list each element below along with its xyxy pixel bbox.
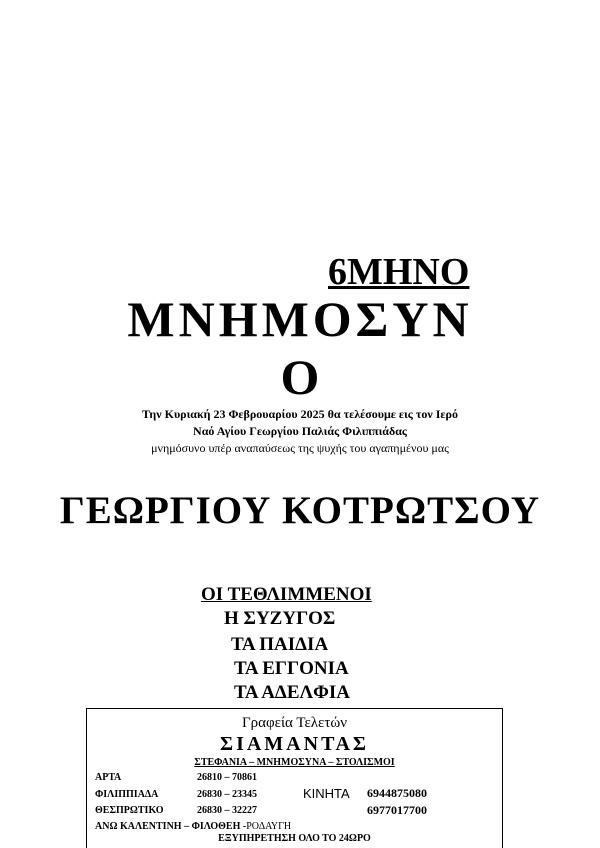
service-area-main: ΑΝΩ ΚΑΛΕΝΤΙΝΗ – ΦΙΛΟΘΕΗ -: [95, 821, 247, 832]
mourner-item: ΤΑ ΕΓΓΟΝΙΑ: [234, 658, 349, 679]
service-area: [95, 821, 291, 832]
memorial-title: ΜΝΗΜΟΣΥΝ: [127, 291, 473, 347]
ceremony-church-line: Ναό Αγίου Γεωργίου Παλιάς Φιλιππιάδας: [193, 424, 407, 438]
phone-number: 26810 – 70861: [197, 772, 257, 783]
mourner-item: ΤΑ ΠΑΙΔΙΑ: [231, 634, 329, 655]
mobile-number: 6977017700: [367, 803, 427, 817]
mourners-heading: ΟΙ ΤΕΘΛΙΜΜΕΝΟΙ: [201, 584, 372, 605]
service-area-extra: ΡΟΔΑΥΓΗ: [246, 821, 292, 832]
service-hours: ΕΞΥΠΗΡΕΤΗΣΗ ΟΛΟ ΤΟ 24ΩΡΟ: [218, 833, 371, 844]
ceremony-date-line: Την Κυριακή 23 Φεβρουαρίου 2025 θα τελέσουμε εις τον Ιερό: [142, 407, 458, 421]
funeral-home-ad: [86, 708, 503, 848]
memorial-period: 6ΜΗΝΟ: [328, 251, 470, 293]
mobile-number: 6944875080: [367, 786, 427, 800]
phone-location: ΘΕΣΠΡΩΤΙΚΟ: [95, 805, 164, 816]
phone-number: 26830 – 23345: [197, 789, 257, 800]
mourner-item: Η ΣΥΖΥΓΟΣ: [224, 608, 336, 629]
phone-location: ΑΡΤΑ: [95, 772, 122, 783]
memorial-title-continued: Ο: [280, 349, 320, 405]
ceremony-purpose-line: μνημόσυνο υπέρ αναπαύσεως της ψυχής του αγαπημένου μας: [151, 441, 449, 455]
phone-location: ΦΙΛΙΠΠΙΑΔΑ: [95, 789, 159, 800]
deceased-name: ΓΕΩΡΓΙΟΥ ΚΟΤΡΩΤΣΟΥ: [59, 489, 541, 532]
funeral-services: ΣΤΕΦΑΝΙΑ – ΜΝΗΜΟΣΥΝΑ – ΣΤΟΛΙΣΜΟΙ: [194, 757, 395, 768]
phone-number: 26830 – 32227: [197, 805, 257, 816]
funeral-home-name: ΣΙΑΜΑΝΤΑΣ: [220, 733, 369, 755]
funeral-office-label: Γραφεία Τελετών: [241, 715, 348, 731]
mourner-item: ΤΑ ΑΔΕΛΦΙΑ: [234, 682, 350, 703]
mobile-label: ΚΙΝΗΤΑ: [303, 786, 350, 801]
